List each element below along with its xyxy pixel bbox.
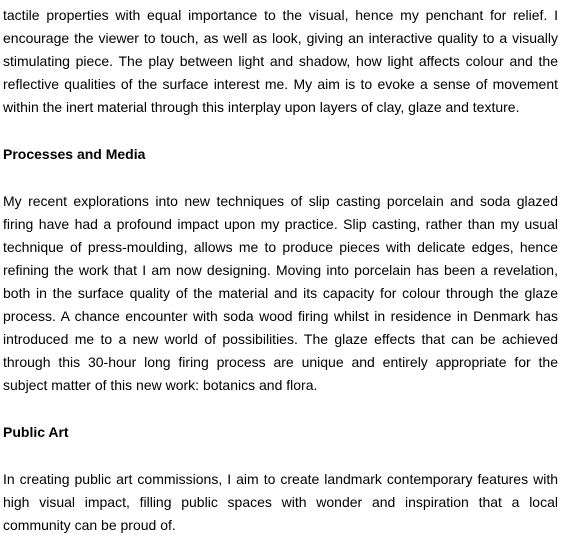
- spacer: [3, 397, 558, 421]
- processes-paragraph: My recent explorations into new techniques of slip casting porcelain and soda glazed firing have had a profound impact upon my practice. Slip casting, rather than my usual technique of press-moulding, allows me to produce pieces with delicate edges, hence refining the work that I am now designing. Moving into porcelain has been a revelation, both in the surface quality of the material and its capacity for colour through the glaze process. A chance encounter with soda wood firing whilst in residence in Denmark has introduced me to a new world of possibilities. The glaze effects that can be achieved through this 30-hour long firing process are unique and entirely appropriate for the subject matter of this new work: botanics and flora.: [3, 193, 558, 393]
- spacer: [3, 166, 558, 190]
- spacer: [3, 119, 558, 143]
- public-art-paragraph: In creating public art commissions, I aim to create landmark contemporary features with high visual impact, filling public spaces with wonder and inspiration that a local community can be proud of.: [3, 471, 558, 533]
- intro-paragraph: tactile properties with equal importance to the visual, hence my penchant for relief. I encourage the viewer to touch, as well as look, giving an interactive quality to a visually stimulating piece. The play between light and shadow, how light affects colour and the reflective qualities of the surface interest me. My aim is to evoke a sense of movement within the inert material through this interplay upon layers of clay, glaze and texture.: [3, 7, 558, 115]
- document-body: [3, 4, 558, 537]
- section-heading-processes: Processes and Media: [3, 146, 146, 162]
- section-heading-public-art: Public Art: [3, 424, 69, 440]
- spacer: [3, 444, 558, 468]
